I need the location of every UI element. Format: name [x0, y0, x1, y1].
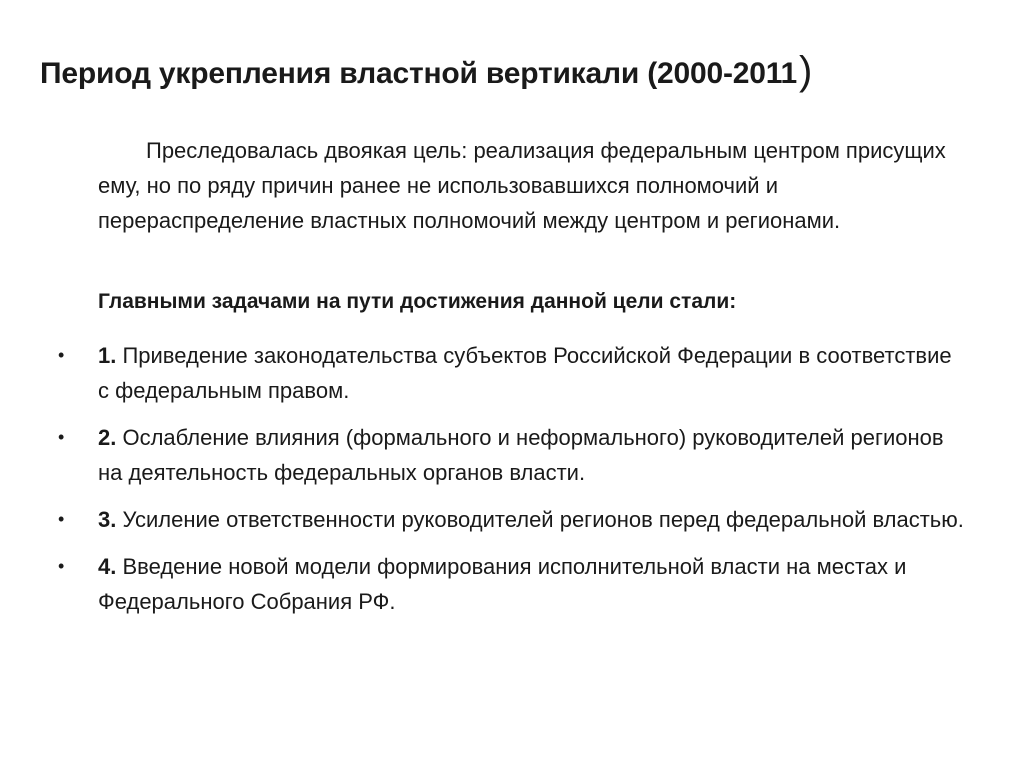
bullet-icon: • — [58, 427, 65, 447]
bullet-icon: • — [58, 556, 65, 576]
tasks-heading: Главными задачами на пути достижения данной цели стали: — [98, 290, 737, 313]
item-number: 3. — [98, 507, 123, 532]
list-item — [0, 549, 968, 619]
item-number: 2. — [98, 425, 123, 450]
list-item — [0, 502, 968, 537]
bullet-icon: • — [58, 345, 65, 365]
tasks-list — [0, 338, 1024, 631]
list-item — [0, 420, 968, 490]
item-text: Введение новой модели формирования исполнительной власти на местах и Федерального Собрания РФ. — [98, 554, 907, 614]
item-text: Приведение законодательства субъектов Российской Федерации в соответствие с федеральным правом. — [98, 343, 952, 403]
intro-paragraph: Преследовалась двоякая цель: реализация федеральным центром присущих ему, но по ряду причин ранее не использовавшихся полномочий и перераспределение властных полномочий между центром и регионами. — [98, 138, 946, 233]
bullet-icon: • — [58, 509, 65, 529]
item-number: 1. — [98, 343, 123, 368]
slide-title — [40, 48, 812, 93]
item-text: Ослабление влияния (формального и неформального) руководителей регионов на деятельность федеральных органов власти. — [98, 425, 944, 485]
item-text: Усиление ответственности руководителей регионов перед федеральной властью. — [122, 507, 964, 532]
slide-title-text: Период укрепления властной вертикали (2000-2011 — [40, 57, 798, 90]
item-number: 4. — [98, 554, 123, 579]
slide-title-paren: ) — [799, 49, 813, 93]
list-item — [0, 338, 968, 408]
